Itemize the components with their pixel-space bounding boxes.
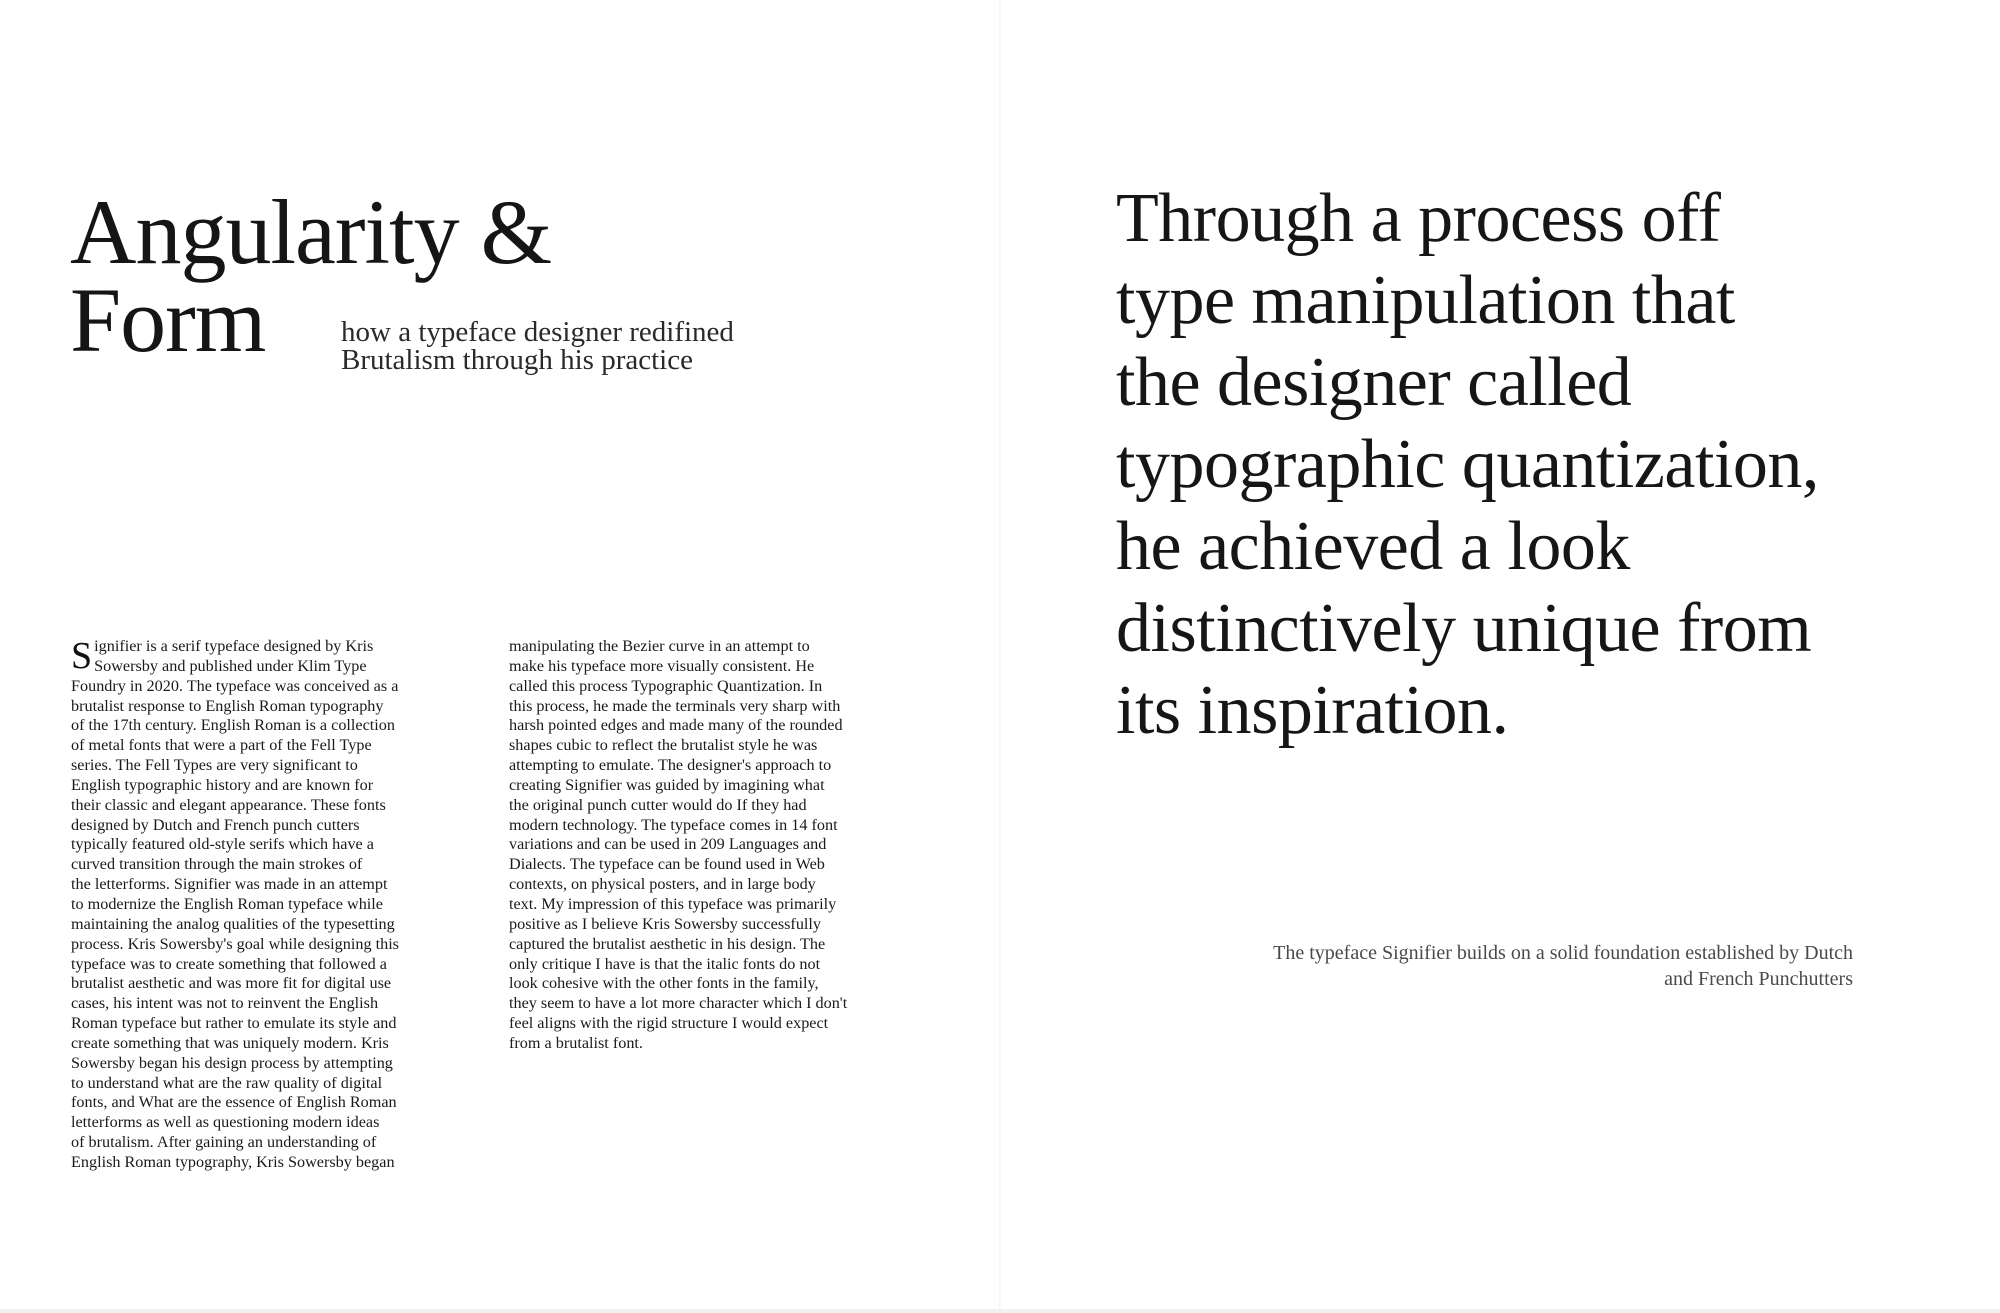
body-line: the original punch cutter would do If they had (509, 795, 807, 814)
body-line: from a brutalist font. (509, 1033, 643, 1052)
quote-line: distinctively unique from (1116, 590, 1812, 667)
body-line: to modernize the English Roman typeface while (71, 894, 383, 913)
body-line: of the 17th century. English Roman is a collection (71, 716, 395, 735)
body-line: Sowersby began his design process by attempting (71, 1053, 393, 1072)
page-gutter (999, 0, 1001, 1313)
body-line: Sowersby and published under Klim Type (94, 656, 367, 675)
body-line: positive as I believe Kris Sowersby successfully (509, 914, 821, 933)
body-line: to understand what are the raw quality of digital (71, 1073, 383, 1092)
quote-line: Through a process off (1116, 180, 1721, 257)
body-line: contexts, on physical posters, and in large body (509, 875, 816, 894)
pull-quote (1116, 178, 1819, 752)
body-line: designed by Dutch and French punch cutters (71, 815, 360, 834)
body-line: this process, he made the terminals very sharp with (509, 696, 841, 715)
body-line: typically featured old-style serifs which have a (71, 835, 374, 854)
body-line: Foundry in 2020. The typeface was conceived as a (71, 676, 399, 695)
body-line: process. Kris Sowersby's goal while designing this (71, 934, 399, 953)
body-line: fonts, and What are the essence of English Roman (71, 1093, 397, 1112)
body-line: English typographic history and are known for (71, 775, 374, 794)
body-line: brutalist aesthetic and was more fit for digital use (71, 974, 392, 993)
body-line: creating Signifier was guided by imagining what (509, 775, 825, 794)
title-line-2: Form (70, 269, 266, 371)
body-column-1 (71, 637, 441, 1173)
body-line: only critique I have is that the italic fonts do not (509, 954, 821, 973)
page-bottom-edge (0, 1309, 2000, 1313)
image-caption (1153, 940, 1853, 992)
body-line: brutalist response to English Roman typography (71, 696, 384, 715)
body-line: variations and can be used in 209 Languages and (509, 835, 827, 854)
body-line: the letterforms. Signifier was made in an attempt (71, 875, 388, 894)
quote-line: its inspiration. (1116, 672, 1509, 749)
body-line: their classic and elegant appearance. These fonts (71, 795, 386, 814)
body-line: ignifier is a serif typeface designed by Kris (94, 637, 374, 655)
body-line: they seem to have a lot more character which I don't (509, 994, 848, 1013)
subtitle-line-1: how a typeface designer redifined (341, 316, 734, 348)
body-line: look cohesive with the other fonts in the family, (509, 974, 819, 993)
body-line: letterforms as well as questioning modern ideas (71, 1113, 380, 1132)
title-line-1: Angularity & (70, 181, 552, 283)
body-line: harsh pointed edges and made many of the rounded (509, 716, 843, 735)
body-line: create something that was uniquely modern. Kris (71, 1033, 389, 1052)
drop-cap: S (71, 635, 93, 677)
body-line: Dialects. The typeface can be found used in Web (509, 855, 825, 874)
quote-line: he achieved a look (1116, 508, 1630, 585)
body-line: curved transition through the main strokes of (71, 855, 363, 874)
body-column-2 (509, 637, 879, 1054)
body-line: feel aligns with the rigid structure I would expect (509, 1014, 829, 1033)
body-line: series. The Fell Types are very significant to (71, 756, 358, 775)
body-line: text. My impression of this typeface was primarily (509, 894, 837, 913)
body-line: of metal fonts that were a part of the Fell Type (71, 736, 372, 755)
caption-line-1: The typeface Signifier builds on a solid foundation established by Dutch (1273, 942, 1853, 964)
body-line: captured the brutalist aesthetic in his design. The (509, 934, 826, 953)
quote-line: typographic quantization, (1116, 426, 1819, 503)
body-line: shapes cubic to reflect the brutalist style he was (509, 736, 818, 755)
quote-line: the designer called (1116, 344, 1632, 421)
body-line: called this process Typographic Quantization. In (509, 676, 823, 695)
body-line: make his typeface more visually consistent. He (509, 656, 815, 675)
body-line: maintaining the analog qualities of the typesetting (71, 914, 395, 933)
article-subtitle (341, 318, 761, 374)
body-line: manipulating the Bezier curve in an attempt to (509, 637, 810, 655)
body-line: of brutalism. After gaining an understanding of (71, 1133, 377, 1152)
subtitle-line-2: Brutalism through his practice (341, 344, 693, 376)
body-line: Roman typeface but rather to emulate its style and (71, 1014, 397, 1033)
body-line: English Roman typography, Kris Sowersby began (71, 1152, 395, 1171)
body-line: modern technology. The typeface comes in 14 font (509, 815, 838, 834)
body-line: cases, his intent was not to reinvent the English (71, 994, 379, 1013)
caption-line-2: and French Punchutters (1664, 968, 1853, 990)
quote-line: type manipulation that (1116, 262, 1735, 339)
body-line: attempting to emulate. The designer's approach to (509, 756, 832, 775)
body-line: typeface was to create something that followed a (71, 954, 387, 973)
